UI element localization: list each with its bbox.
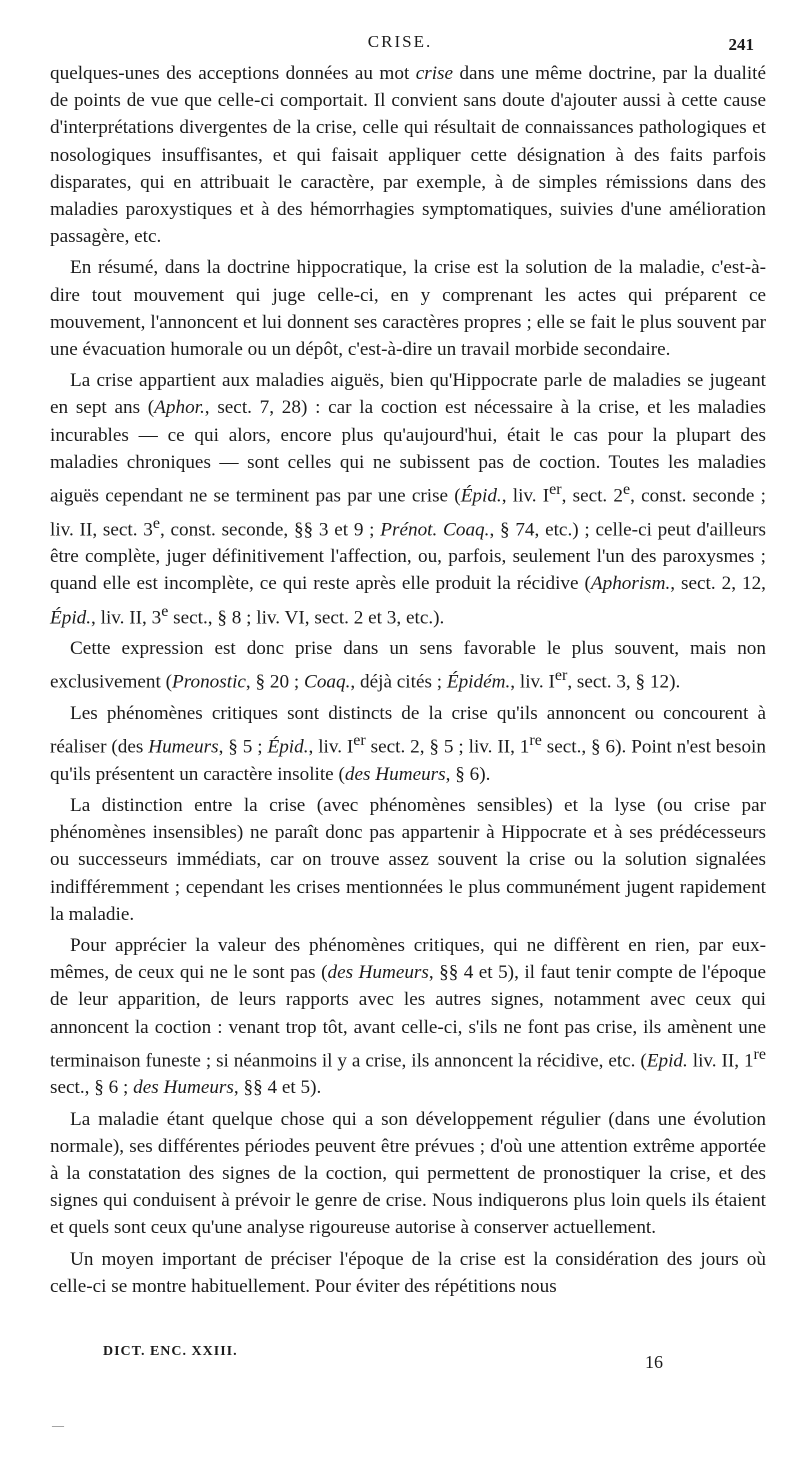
page-footer: [0, 1344, 800, 1374]
printer-signature: DICT. ENC. XXIII.: [103, 1344, 238, 1359]
paragraph: La maladie étant quelque chose qui a son développement régulier (dans une évolution normale), ses différentes périodes peuvent être prévues ; d'où une attention extrême apportée à la constatation des signes de la coction, qui permettent de pronostiquer la crise, et des signes qui conduisent à prévoir le genre de crise. Nous indiquerons plus loin quels ils étaient et quels sont ceux qu'une analyse rigoureuse autorise à conserver actuellement.: [50, 1108, 766, 1239]
paragraph: quelques-unes des acceptions données au mot crise dans une même doctrine, par la dualité de points de vue que celle-ci comportait. Il convient sans doute d'ajouter aussi à cette cause d'interprétations divergentes de la crise, celle qui résultait de connaissances pathologiques et nosologiques insuffisantes, et qui faisait appliquer cette désignation à des faits parfois disparates, qui en attribuait le caractère, par exemple, à de simples rémissions dans des maladies paroxystiques et à des hémorrhagies symptomatiques, suivies d'une amélioration passagère, etc.: [50, 63, 766, 248]
paragraph: Pour apprécier la valeur des phénomènes critiques, qui ne diffèrent en rien, par eux-mêmes, de ceux qui ne le sont pas (des Humeurs, §§ 4 et 5), il faut tenir compte de l'époque de leur apparition, de leurs rapports avec les autres signes, notamment avec ceux qui annoncent la coction : venant trop tôt, avant celle-ci, s'ils ne font pas crise, ils amènent une terminaison funeste ; si néanmoins il y a crise, ils annoncent la récidive, etc. (Epid. liv. II, 1re sect., § 6 ; des Humeurs, §§ 4 et 5).: [50, 935, 766, 1099]
paragraph: La crise appartient aux maladies aiguës, bien qu'Hippocrate parle de maladies se jugeant en sept ans (Aphor., sect. 7, 28) : car la coction est nécessaire à la crise, et les maladies incurables — ce qui alors, encore plus qu'aujourd'hui, était le cas pour la plupart des maladies chroniques — sont celles qui ne subissent pas de coction. Toutes les maladies aiguës cependant ne se terminent pas par une crise (Épid., liv. Ier, sect. 2e, const. seconde ; liv. II, sect. 3e, const. seconde, §§ 3 et 9 ; Prénot. Coaq., § 74, etc.) ; celle-ci peut d'ailleurs être complète, juger définitivement l'affection, ou, parfois, seulement l'un des paroxysmes ; quand elle est incomplète, ce qui reste après elle produit la récidive (Aphorism., sect. 2, 12, Épid., liv. II, 3e sect., § 8 ; liv. VI, sect. 2 et 3, etc.).: [50, 370, 766, 629]
running-head: [0, 32, 800, 54]
paragraph: Les phénomènes critiques sont distincts de la crise qu'ils annoncent ou concourent à réaliser (des Humeurs, § 5 ; Épid., liv. Ier sect. 2, § 5 ; liv. II, 1re sect., § 6). Point n'est besoin qu'ils présentent un caractère insolite (des Humeurs, § 6).: [50, 703, 766, 785]
paragraph: La distinction entre la crise (avec phénomènes sensibles) et la lyse (ou crise par phénomènes insensibles) ne paraît donc pas appartenir à Hippocrate et à ses prédécesseurs ou successeurs immédiats, car on trouve assez souvent la crise ou la solution signalées indifféremment ; cependant les crises mentionnées le plus communément jugent rapidement la maladie.: [50, 795, 766, 925]
paragraph: En résumé, dans la doctrine hippocratique, la crise est la solution de la maladie, c'est-à-dire tout mouvement qui juge celle-ci, en y comprenant les actes qui préparent ce mouvement, l'annoncent et lui donnent ses caractères propres ; elle se fait le plus souvent par une évacuation humorale ou un dépôt, c'est-à-dire un travail morbide secondaire.: [50, 257, 766, 361]
paragraph: Cette expression est donc prise dans un sens favorable le plus souvent, mais non exclusivement (Pronostic, § 20 ; Coaq., déjà cités ; Épidém., liv. Ier, sect. 3, § 12).: [50, 638, 766, 693]
page-number: 241: [728, 35, 754, 54]
sheet-number: 16: [645, 1352, 663, 1372]
body-text: [50, 60, 766, 1304]
running-title: CRISE.: [367, 32, 433, 51]
paragraph: Un moyen important de préciser l'époque de la crise est la considération des jours où celle-ci se montre habituellement. Pour éviter des répétitions nous: [50, 1248, 766, 1297]
bottom-mark: ––: [52, 1418, 64, 1432]
